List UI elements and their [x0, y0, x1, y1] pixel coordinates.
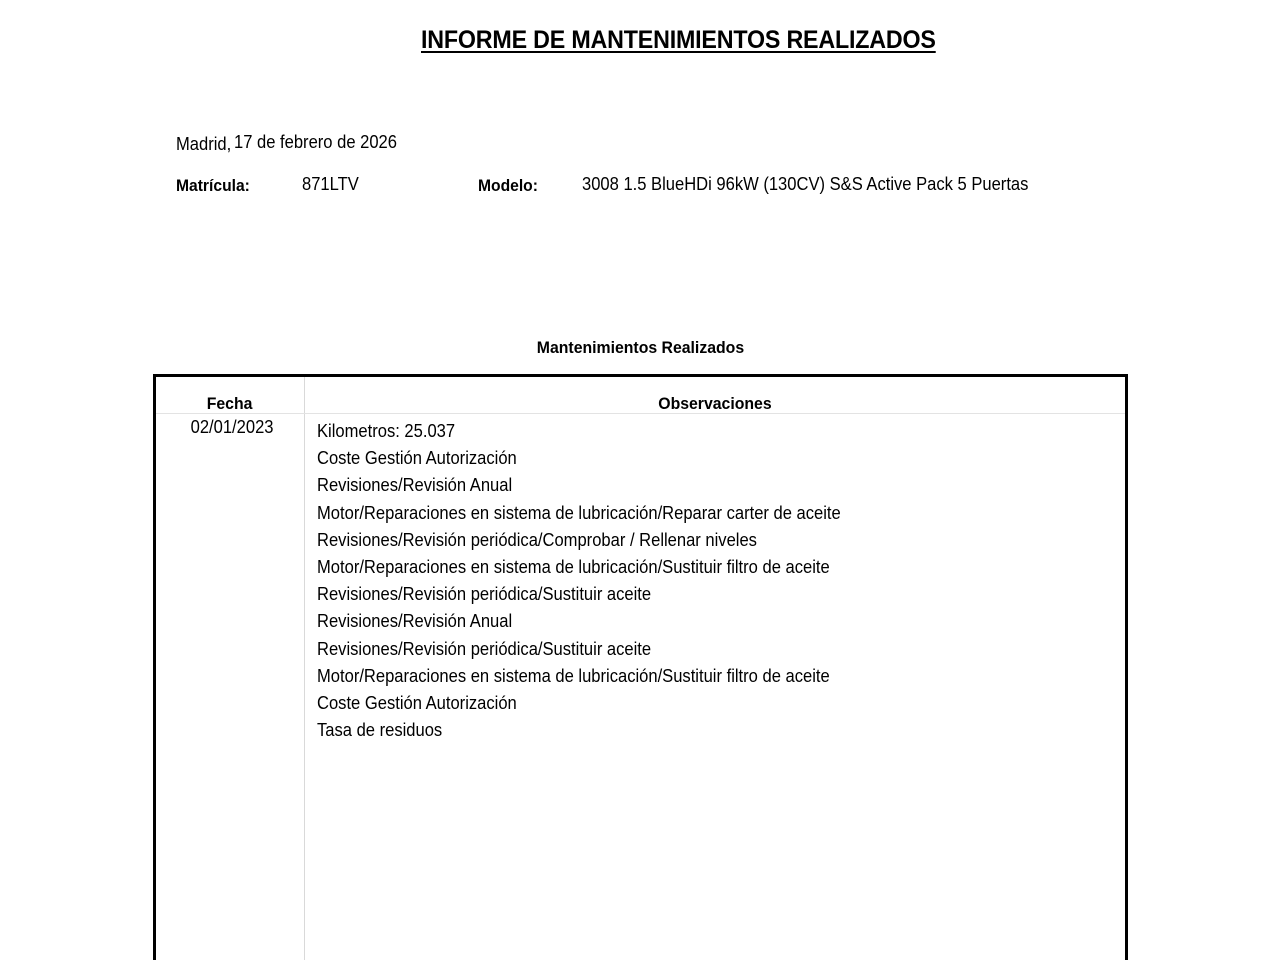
observacion-item: Revisiones/Revisión periódica/Comprobar / Rellenar niveles: [317, 529, 757, 550]
observacion-item: Revisiones/Revisión periódica/Sustituir aceite: [317, 638, 652, 659]
modelo-label: Modelo:: [478, 176, 538, 195]
header-observaciones-text: Observaciones: [658, 394, 772, 413]
observacion-item: Tasa de residuos: [317, 720, 443, 741]
matricula-value: 871LTV: [302, 174, 359, 194]
table-caption: [0, 338, 1280, 358]
row-fecha: 02/01/2023: [190, 417, 274, 437]
observacion-item: Coste Gestión Autorización: [317, 448, 517, 469]
observacion-item: Revisiones/Revisión periódica/Sustituir aceite: [317, 584, 652, 605]
header-observaciones: [305, 394, 1125, 414]
observaciones-list: [317, 418, 886, 744]
observacion-item: Kilometros: 25.037: [317, 421, 456, 441]
observacion-item: Motor/Reparaciones en sistema de lubricación/Sustituir filtro de aceite: [317, 665, 830, 686]
modelo-value: 3008 1.5 BlueHDi 96kW (130CV) S&S Active Pack 5 Puertas: [582, 174, 1029, 194]
table-row-date: [156, 417, 308, 438]
report-date: 17 de febrero de 2026: [234, 132, 397, 152]
table-caption-text: Mantenimientos Realizados: [536, 338, 744, 357]
maintenance-table: [153, 374, 1128, 960]
report-title: INFORME DE MANTENIMIENTOS REALIZADOS: [421, 26, 936, 54]
column-divider: [304, 377, 305, 960]
report-city: Madrid,: [176, 134, 232, 154]
matricula-label: Matrícula:: [176, 176, 250, 195]
observacion-item: Motor/Reparaciones en sistema de lubricación/Reparar carter de aceite: [317, 502, 841, 523]
observacion-item: Revisiones/Revisión Anual: [317, 475, 513, 496]
header-fecha: [156, 394, 304, 414]
observacion-item: Coste Gestión Autorización: [317, 692, 517, 713]
header-fecha-text: Fecha: [207, 394, 253, 413]
observacion-item: Revisiones/Revisión Anual: [317, 611, 513, 632]
observacion-item: Motor/Reparaciones en sistema de lubricación/Sustituir filtro de aceite: [317, 556, 830, 577]
